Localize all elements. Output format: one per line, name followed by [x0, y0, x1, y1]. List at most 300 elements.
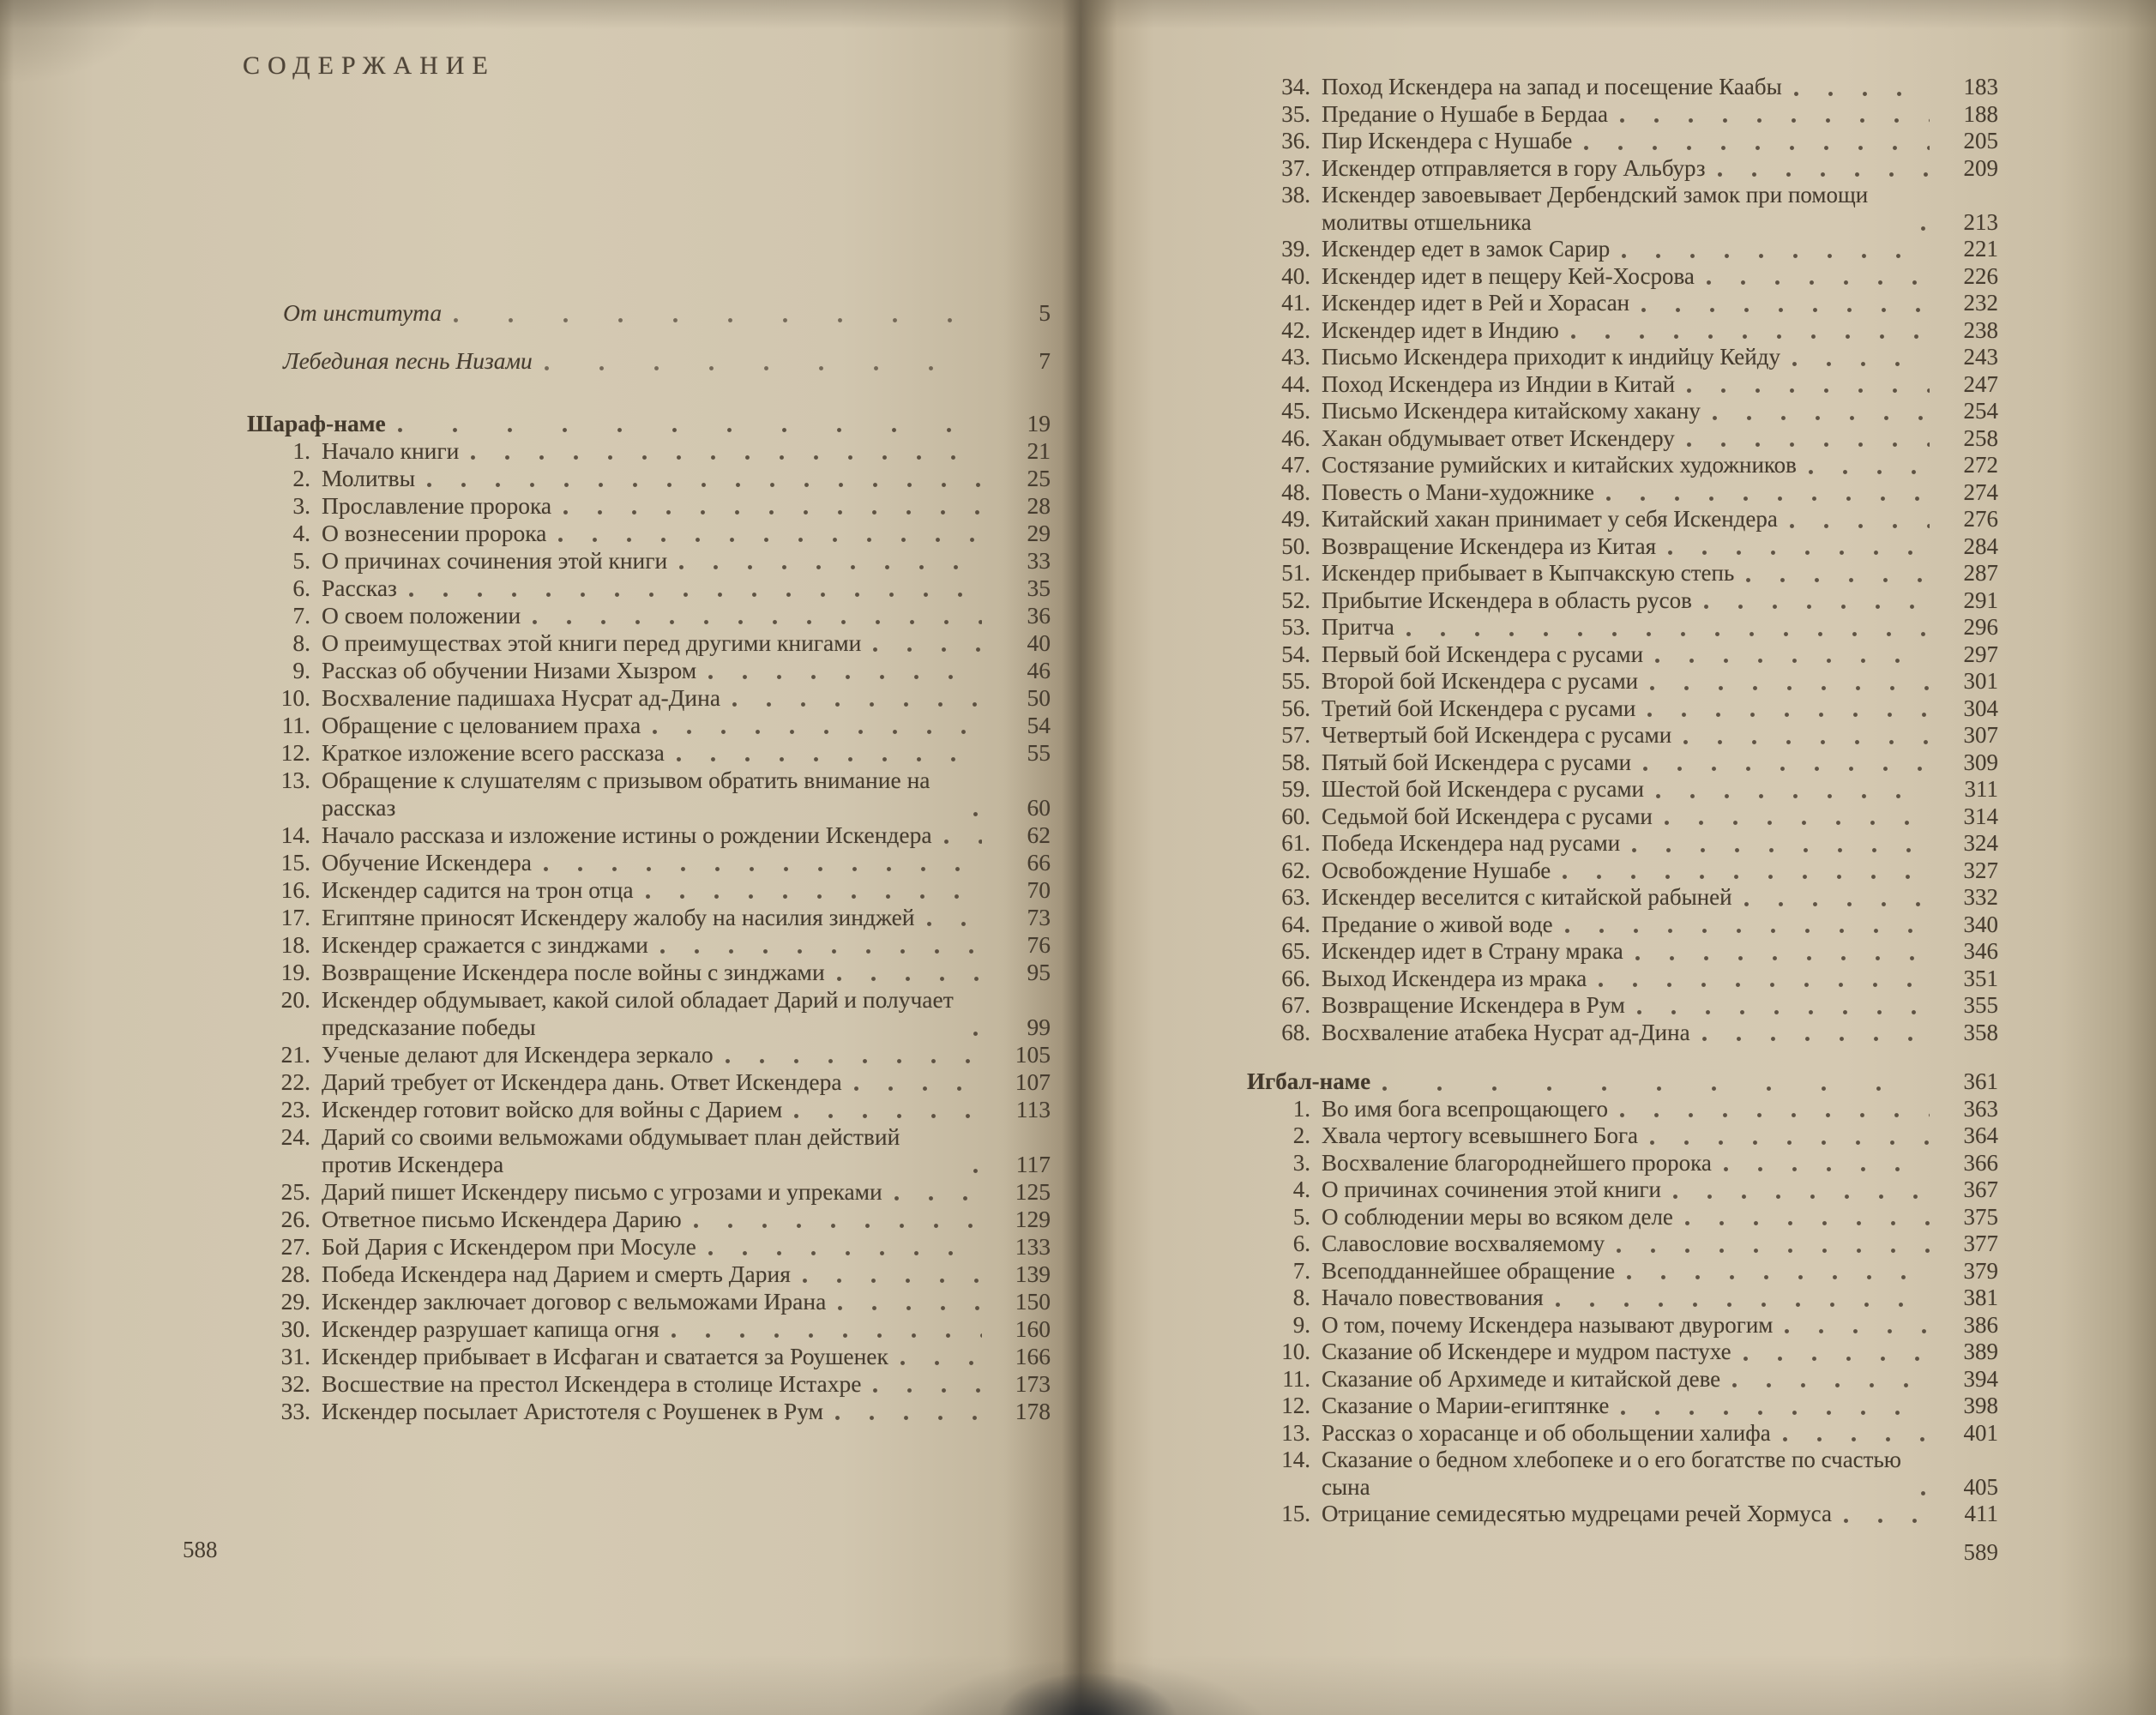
toc-item-page: 381	[1963, 1285, 1998, 1310]
toc-item-page: 297	[1963, 641, 1998, 667]
dot-leader	[1617, 1247, 1930, 1255]
dot-leader	[837, 975, 982, 983]
dot-leader	[1673, 1193, 1930, 1200]
toc-item-page: 73	[1027, 904, 1051, 930]
toc-item-label: Всеподданнейшее обращение	[1322, 1257, 1616, 1284]
toc-row	[254, 986, 1051, 1041]
dot-leader	[646, 893, 982, 900]
toc-item-page: 307	[1963, 722, 1998, 748]
toc-item-number: 57.	[1281, 722, 1310, 748]
dot-leader	[1746, 576, 1930, 584]
dot-leader	[1921, 225, 1930, 232]
toc-item-number: 44.	[1281, 370, 1310, 397]
dot-leader	[1599, 981, 1930, 989]
toc-item-number: 22.	[280, 1068, 310, 1095]
toc-row	[1254, 912, 1998, 939]
toc-item-number: 55.	[1281, 668, 1310, 694]
toc-item-page: 324	[1963, 830, 1998, 856]
toc-item-number: 66.	[1281, 965, 1310, 991]
toc-item-number: 14.	[280, 821, 310, 848]
toc-item-label: О том, почему Искендера называют двурогим	[1322, 1311, 1774, 1338]
toc-item-page: 361	[1963, 1068, 1998, 1094]
toc-item-label: Искендер заключает договор с вельможами Ирана	[322, 1288, 827, 1315]
toc-row	[1254, 74, 1998, 101]
toc-row	[254, 1096, 1051, 1123]
dot-leader	[894, 1194, 982, 1202]
dot-leader	[1406, 630, 1930, 638]
toc-row	[1254, 722, 1998, 749]
toc-row	[254, 657, 1051, 684]
dot-leader	[1732, 1381, 1930, 1389]
toc-item-page: 25	[1027, 465, 1051, 491]
toc-item-page: 209	[1963, 154, 1998, 181]
toc-item-number: 13.	[280, 767, 310, 793]
toc-item-number: 65.	[1281, 938, 1310, 964]
toc-item-label: Победа Искендера над Дарием и смерть Дария	[322, 1261, 791, 1287]
toc-item-label: Рассказ	[322, 575, 397, 601]
toc-item-label: Хакан обдумывает ответ Искендеру	[1322, 424, 1675, 451]
dot-leader	[671, 1332, 982, 1339]
toc-item-page: 7	[1039, 347, 1051, 374]
toc-item-page: 296	[1963, 614, 1998, 640]
toc-item-page: 62	[1027, 821, 1051, 848]
dot-leader	[1785, 1327, 1930, 1335]
toc-item-number: 10.	[1281, 1339, 1310, 1364]
page-title: СОДЕРЖАНИЕ	[243, 51, 496, 80]
toc-item-number: 47.	[1281, 452, 1310, 478]
toc-row	[1254, 371, 1998, 399]
toc-row	[1254, 1020, 1998, 1047]
toc-row	[1254, 966, 1998, 993]
toc-row	[254, 1288, 1051, 1315]
toc-row	[1254, 992, 1998, 1020]
dot-leader	[1632, 846, 1930, 854]
toc-item-page: 213	[1963, 208, 1998, 235]
toc-item-number: 26.	[280, 1206, 310, 1232]
toc-item-number: 5.	[1292, 1203, 1310, 1230]
toc-item-label: Бой Дария с Искендером при Мосуле	[322, 1233, 696, 1260]
toc-item-number: 16.	[280, 876, 310, 903]
toc-item-label: Во имя бога всепрощающего	[1322, 1095, 1608, 1122]
toc-row	[1254, 668, 1998, 695]
dot-leader	[794, 1112, 982, 1120]
dot-leader	[708, 1249, 982, 1257]
toc-item-number: 64.	[1281, 911, 1310, 937]
toc-item-page: 33	[1027, 547, 1051, 574]
toc-row	[254, 1233, 1051, 1261]
toc-item-page: 232	[1963, 290, 1998, 316]
toc-item-number: 63.	[1281, 884, 1310, 910]
dot-leader	[1565, 927, 1930, 935]
toc-item-label: Поход Искендера на запад и посещение Каабы	[1322, 74, 1782, 99]
dot-leader	[873, 646, 982, 653]
toc-row	[254, 849, 1051, 876]
toc-row	[1254, 587, 1998, 615]
toc-item-page: 139	[1015, 1261, 1051, 1287]
toc-item-label: Дарий требует от Искендера дань. Ответ Искендера	[322, 1068, 842, 1095]
toc-row	[254, 437, 1051, 465]
toc-item-number: 43.	[1281, 344, 1310, 370]
dot-leader	[1647, 711, 1930, 719]
toc-item-page: 287	[1963, 560, 1998, 586]
toc-row	[1254, 1393, 1998, 1420]
toc-item-label: Искендер посылает Аристотеля с Роушенек в Рум	[322, 1398, 824, 1424]
toc-item-label: Пятый бой Искендера с русами	[1322, 749, 1632, 775]
toc-row	[254, 298, 1051, 328]
dot-leader	[838, 1304, 982, 1312]
toc-item-label: Восхваление падишаха Нусрат ад-Дина	[322, 684, 721, 711]
toc-item-number: 5.	[292, 547, 310, 574]
toc-item-label: Искендер прибывает в Кыпчакскую степь	[1322, 560, 1735, 586]
toc-row	[1254, 479, 1998, 507]
dot-leader	[533, 618, 982, 626]
toc-item-page: 405	[1963, 1473, 1998, 1500]
toc-item-label: Хвала чертогу всевышнего Бога	[1322, 1122, 1639, 1148]
toc-item-number: 14.	[1281, 1447, 1310, 1472]
toc-row	[1254, 1420, 1998, 1447]
toc-item-page: 311	[1964, 776, 1998, 802]
toc-item-label: О преимуществах этой книги перед другими книгами	[322, 629, 862, 656]
toc-item-number: 1.	[292, 437, 310, 464]
toc-item-number: 2.	[1292, 1122, 1310, 1148]
toc-item-page: 301	[1963, 668, 1998, 694]
toc-item-page: 377	[1963, 1231, 1998, 1256]
toc-item-page: 254	[1963, 398, 1998, 424]
toc-item-label: Дарий пишет Искендеру письмо с угрозами и упреками	[322, 1178, 882, 1205]
toc-item-page: 221	[1963, 236, 1998, 262]
toc-item-number: 6.	[1292, 1231, 1310, 1256]
toc-item-page: 355	[1963, 992, 1998, 1018]
toc-row	[254, 1370, 1051, 1398]
toc-item-number: 15.	[1281, 1501, 1310, 1526]
toc-item-number: 8.	[292, 629, 310, 656]
toc-row	[254, 904, 1051, 931]
toc-item-number: 17.	[280, 904, 310, 930]
toc-item-label: Искендер завоевывает Дербендский замок при помощи молитвы отшельника	[1322, 182, 1869, 235]
toc-row	[1254, 290, 1998, 317]
dot-leader	[973, 810, 982, 818]
toc-item-label: Сказание о Марии-египтянке	[1322, 1393, 1610, 1418]
dot-leader	[1382, 1085, 1930, 1092]
page-number-right: 589	[1963, 1539, 1998, 1565]
dot-leader	[1685, 1219, 1930, 1227]
toc-item-page: 166	[1015, 1343, 1051, 1369]
toc-item-number: 54.	[1281, 641, 1310, 667]
toc-item-label: Искендер сражается с зинджами	[322, 931, 648, 958]
toc-item-label: Игбал-наме	[1247, 1068, 1371, 1094]
toc-item-number: 39.	[1281, 236, 1310, 262]
toc-item-page: 36	[1027, 602, 1051, 629]
toc-item-number: 51.	[1281, 560, 1310, 586]
toc-item-label: Египтяне приносят Искендеру жалобу на насилия зинджей	[322, 904, 915, 930]
toc-item-number: 3.	[292, 492, 310, 519]
dot-leader	[471, 454, 982, 461]
toc-item-page: 304	[1963, 695, 1998, 721]
toc-row	[254, 465, 1051, 492]
toc-item-number: 10.	[280, 684, 310, 711]
toc-item-label: Искендер идет в Индию	[1322, 316, 1559, 343]
dot-leader	[1650, 684, 1930, 692]
dot-leader	[1641, 306, 1930, 314]
toc-item-page: 60	[1027, 794, 1051, 821]
toc-item-page: 284	[1963, 533, 1998, 559]
toc-item-label: Седьмой бой Искендера с русами	[1322, 803, 1653, 829]
toc-item-page: 125	[1015, 1178, 1051, 1205]
toc-item-label: Начало рассказа и изложение истины о рождении Искендера	[322, 821, 932, 848]
toc-row	[1254, 101, 1998, 129]
toc-item-label: Искендер идет в Страну мрака	[1322, 938, 1623, 964]
dot-leader	[694, 1222, 982, 1230]
toc-item-number: 36.	[1281, 128, 1310, 153]
toc-item-label: Искендер прибывает в Исфаган и сватается за Роушенек	[322, 1343, 888, 1369]
toc-row	[1254, 858, 1998, 885]
toc-item-page: 401	[1963, 1419, 1998, 1446]
toc-item-number: 42.	[1281, 316, 1310, 343]
toc-item-number: 15.	[280, 849, 310, 876]
toc-item-page: 107	[1015, 1068, 1051, 1095]
toc-item-label: Искендер едет в замок Сарир	[1322, 236, 1611, 262]
dot-leader	[1687, 387, 1930, 394]
toc-item-label: Повесть о Мани-художнике	[1322, 478, 1595, 505]
toc-item-number: 2.	[292, 465, 310, 491]
toc-row	[1254, 695, 1998, 723]
toc-item-number: 7.	[292, 602, 310, 629]
dot-leader	[427, 481, 982, 489]
toc-item-number: 20.	[280, 986, 310, 1013]
toc-item-number: 38.	[1281, 182, 1310, 208]
toc-item-label: Притча	[1322, 614, 1394, 640]
toc-item-label: От института	[283, 299, 443, 326]
toc-item-page: 394	[1963, 1365, 1998, 1392]
toc-item-label: Возвращение Искендера из Китая	[1322, 533, 1656, 559]
toc-item-label: Искендер отправляется в гору Альбурз	[1322, 154, 1706, 181]
toc-row	[1254, 1258, 1998, 1285]
toc-row	[1254, 803, 1998, 831]
toc-item-page: 183	[1963, 74, 1998, 99]
toc-item-page: 351	[1963, 965, 1998, 991]
toc-item-page: 19	[1027, 410, 1051, 436]
toc-item-page: 314	[1963, 803, 1998, 829]
toc-row	[1254, 317, 1998, 345]
dot-leader	[973, 1030, 982, 1038]
toc-row	[1254, 236, 1998, 263]
toc-row	[1254, 128, 1998, 155]
dot-leader	[1668, 549, 1930, 557]
dot-leader	[1665, 819, 1930, 827]
toc-item-label: Третий бой Искендера с русами	[1322, 695, 1636, 721]
dot-leader	[873, 1387, 982, 1394]
toc-item-page: 117	[1015, 1151, 1051, 1177]
dot-leader	[1621, 1409, 1930, 1417]
toc-item-number: 9.	[292, 657, 310, 683]
toc-item-page: 129	[1015, 1206, 1051, 1232]
dot-leader	[1556, 1301, 1930, 1309]
toc-row	[1254, 1122, 1998, 1150]
dot-leader	[1563, 873, 1930, 881]
toc-item-label: Начало книги	[322, 437, 460, 464]
dot-leader	[900, 1359, 982, 1367]
toc-item-label: Шараф-наме	[247, 410, 386, 436]
dot-leader	[927, 920, 982, 928]
toc-item-page: 247	[1963, 370, 1998, 397]
dot-leader	[544, 865, 982, 873]
toc-row	[1254, 1501, 1998, 1528]
toc-item-label: Восхваление атабека Нусрат ад-Дина	[1322, 1019, 1690, 1045]
dot-leader	[1702, 1035, 1930, 1043]
toc-item-label: Прославление пророка	[322, 492, 552, 519]
toc-item-page: 309	[1963, 749, 1998, 775]
toc-row	[1254, 182, 1998, 236]
toc-item-page: 99	[1027, 1014, 1051, 1040]
dot-leader	[1620, 1111, 1930, 1119]
toc-item-number: 35.	[1281, 100, 1310, 127]
toc-item-number: 8.	[1292, 1285, 1310, 1310]
toc-item-number: 23.	[280, 1096, 310, 1122]
toc-item-label: Шестой бой Искендера с русами	[1322, 776, 1644, 802]
toc-item-number: 59.	[1281, 776, 1310, 802]
toc-item-label: Ответное письмо Искендера Дарию	[322, 1206, 682, 1232]
toc-item-page: 133	[1015, 1233, 1051, 1260]
dot-leader	[677, 755, 982, 763]
toc-item-page: 386	[1963, 1311, 1998, 1338]
toc-item-page: 50	[1027, 684, 1051, 711]
toc-item-label: Искендер идет в пещеру Кей-Хосрова	[1322, 262, 1695, 289]
toc-item-page: 291	[1963, 587, 1998, 613]
toc-item-page: 55	[1027, 739, 1051, 766]
toc-item-number: 68.	[1281, 1019, 1310, 1045]
toc-item-number: 27.	[280, 1233, 310, 1260]
toc-item-number: 30.	[280, 1315, 310, 1342]
toc-row	[254, 876, 1051, 904]
toc-item-page: 379	[1963, 1257, 1998, 1284]
toc-left-column	[247, 410, 1051, 1425]
toc-item-page: 398	[1963, 1393, 1998, 1418]
toc-item-page: 332	[1963, 884, 1998, 910]
toc-item-number: 52.	[1281, 587, 1310, 613]
toc-item-page: 274	[1963, 478, 1998, 505]
toc-row	[1254, 884, 1998, 912]
toc-item-number: 4.	[1292, 1176, 1310, 1202]
toc-item-label: Сказание об Искендере и мудром пастухе	[1322, 1339, 1731, 1364]
toc-row	[254, 1261, 1051, 1288]
toc-item-number: 1.	[1292, 1095, 1310, 1122]
toc-item-page: 375	[1963, 1203, 1998, 1230]
toc-item-page: 70	[1027, 876, 1051, 903]
toc-item-number: 33.	[280, 1398, 310, 1424]
toc-item-label: Предание о Нушабе в Бердаа	[1322, 100, 1608, 127]
toc-row	[1254, 1176, 1998, 1204]
toc-item-label: Возвращение Искендера после войны с зинджами	[322, 959, 825, 985]
toc-item-number: 62.	[1281, 857, 1310, 883]
toc-item-page: 76	[1027, 931, 1051, 958]
dot-leader	[1687, 441, 1930, 448]
toc-row	[254, 959, 1051, 986]
toc-item-label: Искендер разрушает капища огня	[322, 1315, 659, 1342]
toc-item-label: Ученые делают для Искендера зеркало	[322, 1041, 714, 1068]
toc-item-page: 367	[1963, 1176, 1998, 1202]
toc-row	[1254, 344, 1998, 371]
toc-row	[1254, 560, 1998, 587]
toc-row	[1254, 749, 1998, 777]
dot-leader	[563, 508, 982, 516]
toc-item-page: 178	[1015, 1398, 1051, 1424]
toc-row	[1254, 776, 1998, 803]
toc-item-label: О соблюдении меры во всяком деле	[1322, 1203, 1673, 1230]
toc-item-label: Дарий со своими вельможами обдумывает план действий против Искендера	[322, 1123, 900, 1177]
toc-row	[1254, 506, 1998, 533]
dot-leader	[1635, 954, 1930, 962]
toc-item-number: 28.	[280, 1261, 310, 1287]
toc-item-label: О причинах сочинения этой книги	[1322, 1176, 1661, 1202]
toc-item-number: 45.	[1281, 398, 1310, 424]
toc-item-number: 37.	[1281, 154, 1310, 181]
toc-row	[1254, 938, 1998, 966]
dot-leader	[973, 1167, 982, 1175]
toc-row	[254, 1398, 1051, 1425]
toc-row	[254, 767, 1051, 821]
toc-item-page: 188	[1963, 100, 1998, 127]
toc-row	[1254, 641, 1998, 669]
toc-item-page: 327	[1963, 857, 1998, 883]
toc-item-label: Состязание румийских и китайских художников	[1322, 452, 1797, 478]
toc-item-page: 54	[1027, 712, 1051, 738]
toc-item-number: 49.	[1281, 506, 1310, 532]
toc-right-column	[1247, 74, 1998, 1528]
toc-row	[247, 410, 1051, 437]
toc-row	[1254, 1231, 1998, 1258]
toc-item-number: 29.	[280, 1288, 310, 1315]
toc-item-page: 346	[1963, 938, 1998, 964]
toc-item-number: 60.	[1281, 803, 1310, 829]
toc-item-number: 13.	[1281, 1419, 1310, 1446]
toc-row	[254, 520, 1051, 547]
front-matter	[254, 298, 1051, 376]
dot-leader	[409, 591, 982, 599]
dot-leader	[1744, 900, 1930, 908]
toc-item-page: 205	[1963, 128, 1998, 153]
toc-item-page: 276	[1963, 506, 1998, 532]
toc-item-number: 4.	[292, 520, 310, 546]
dot-leader	[1743, 1355, 1930, 1363]
dot-leader	[1606, 495, 1930, 502]
toc-row	[254, 1123, 1051, 1178]
toc-row	[254, 821, 1051, 849]
toc-item-number: 21.	[280, 1041, 310, 1068]
toc-item-label: Первый бой Искендера с русами	[1322, 641, 1644, 667]
toc-item-label: Выход Искендера из мрака	[1322, 965, 1587, 991]
toc-item-number: 48.	[1281, 478, 1310, 505]
toc-item-label: Искендер веселится с китайской рабыней	[1322, 884, 1732, 910]
toc-item-label: Возвращение Искендера в Рум	[1322, 992, 1625, 1018]
toc-item-label: Славословие восхваляемому	[1322, 1231, 1605, 1256]
toc-item-number: 6.	[292, 575, 310, 601]
toc-item-page: 358	[1963, 1019, 1998, 1045]
dot-leader	[1655, 657, 1930, 665]
toc-item-page: 272	[1963, 452, 1998, 478]
toc-row	[254, 492, 1051, 520]
toc-item-number: 25.	[280, 1178, 310, 1205]
dot-leader	[1844, 1517, 1930, 1525]
dot-leader	[653, 728, 982, 736]
toc-item-number: 61.	[1281, 830, 1310, 856]
dot-leader	[1643, 765, 1930, 773]
toc-item-page: 40	[1027, 629, 1051, 656]
dot-leader	[726, 1057, 982, 1065]
toc-item-label: Сказание об Архимеде и китайской деве	[1322, 1365, 1721, 1392]
toc-row	[254, 1178, 1051, 1206]
toc-item-number: 9.	[1292, 1311, 1310, 1338]
toc-item-label: Молитвы	[322, 465, 416, 491]
